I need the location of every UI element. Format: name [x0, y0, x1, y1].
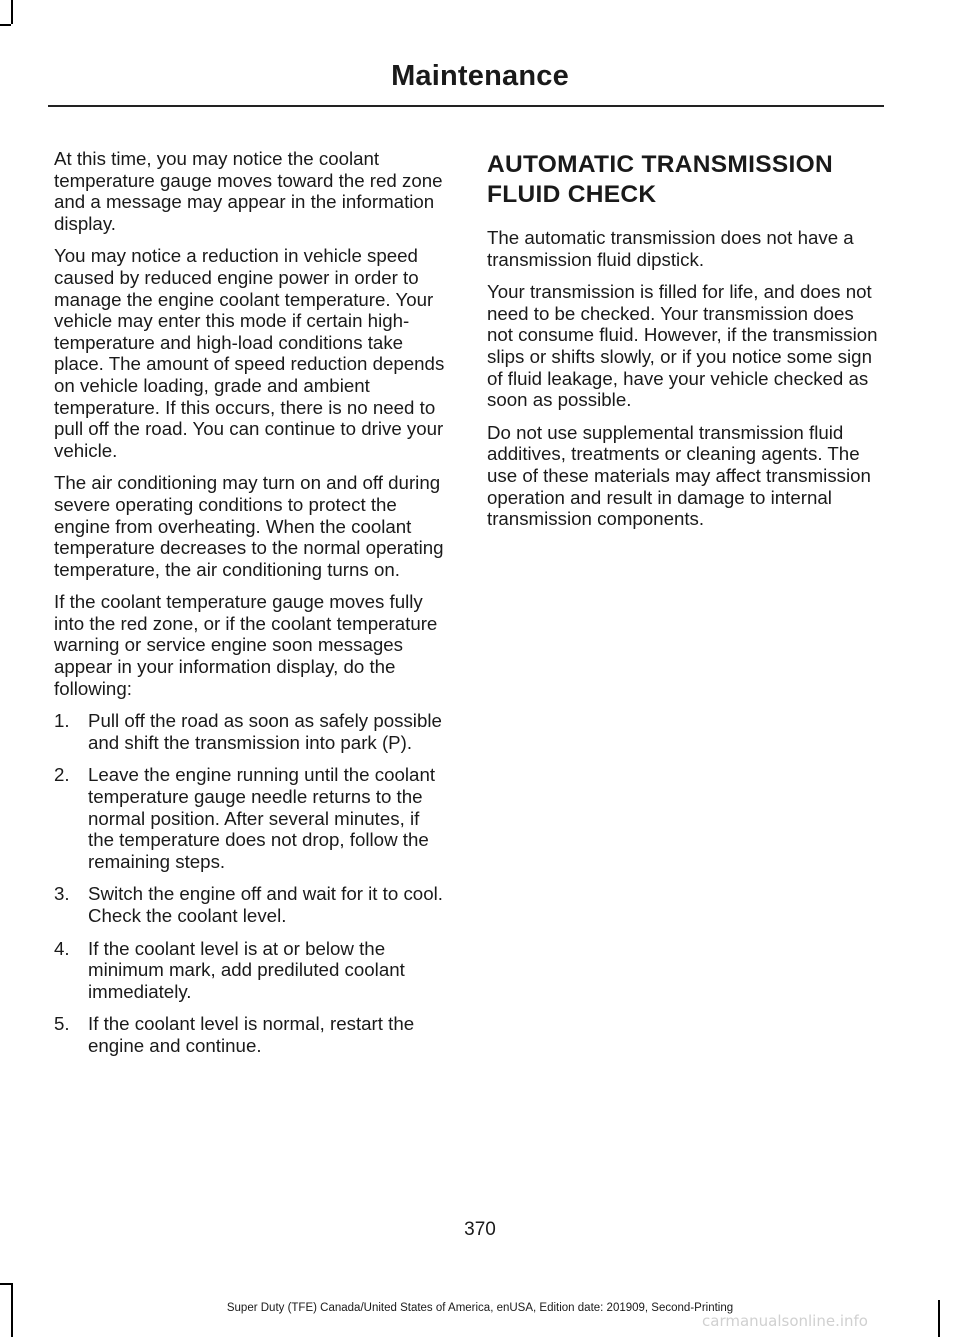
paragraph: If the coolant temperature gauge moves fully into the red zone, or if the coolant temperature warning or service engine soon messages appear in your information display, do the following:	[54, 591, 438, 699]
page-title: Maintenance	[391, 60, 569, 92]
crop-mark-bottom-left-horizontal	[0, 1283, 13, 1285]
step-text: Switch the engine off and wait for it to cool. Check the coolant level.	[88, 883, 443, 926]
steps-list	[54, 710, 448, 1056]
paragraph: At this time, you may notice the coolant temperature gauge moves toward the red zone and a message may appear in the information display.	[54, 148, 443, 234]
section-heading: AUTOMATIC TRANSMISSION FLUID CHECK	[487, 151, 833, 208]
step-number: 3.	[54, 883, 70, 905]
step-text: If the coolant level is at or below the minimum mark, add prediluted coolant immediately.	[88, 937, 405, 1002]
paragraph: The automatic transmission does not have a transmission fluid dipstick.	[487, 227, 854, 270]
left-column	[54, 148, 448, 1068]
step-text: If the coolant level is normal, restart the engine and continue.	[88, 1013, 415, 1056]
watermark: carmanualsonline.info	[702, 1312, 868, 1330]
list-item	[54, 1013, 448, 1056]
paragraph: You may notice a reduction in vehicle speed caused by reduced engine power in order to manage the engine coolant temperature. Your vehicle may enter this mode if certain high-temperature and high-load conditions take place. The amount of speed reduction depends on vehicle loading, grade and ambient temperature. If this occurs, there is no need to pull off the road. You can continue to drive your vehicle.	[54, 245, 445, 461]
step-number: 1.	[54, 710, 70, 732]
step-number: 4.	[54, 937, 70, 959]
step-text: Pull off the road as soon as safely possible and shift the transmission into park (P).	[88, 710, 442, 753]
crop-mark-top-left-vertical	[11, 0, 13, 24]
step-number: 5.	[54, 1013, 70, 1035]
paragraph: The air conditioning may turn on and off during severe operating conditions to protect the engine from overheating. When the coolant temperature decreases to the normal operating temperature, the air conditioning turns on.	[54, 472, 444, 580]
paragraph: Your transmission is filled for life, and does not need to be checked. Your transmission does not consume fluid. However, if the transmission slips or shifts slowly, or if you notice some sign of fluid leakage, have your vehicle checked as soon as possible.	[487, 281, 878, 411]
right-column	[487, 148, 881, 541]
paragraph: Do not use supplemental transmission fluid additives, treatments or cleaning agents. The use of these materials may affect transmission operation and result in damage to internal transmission components.	[487, 421, 871, 530]
header-divider	[48, 105, 884, 107]
list-item	[54, 764, 448, 872]
list-item	[54, 938, 448, 1003]
crop-mark-top-left-horizontal	[0, 24, 11, 26]
footer-edition-info: Super Duty (TFE) Canada/United States of America, enUSA, Edition date: 201909, Second-Printing	[226, 1302, 734, 1314]
list-item	[54, 883, 448, 926]
step-text: Leave the engine running until the coolant temperature gauge needle returns to the normal position. After several minutes, if the temperature does not drop, follow the remaining steps.	[88, 764, 436, 872]
page-number: 370	[464, 1219, 496, 1240]
list-item	[54, 710, 448, 753]
step-number: 2.	[54, 764, 70, 786]
